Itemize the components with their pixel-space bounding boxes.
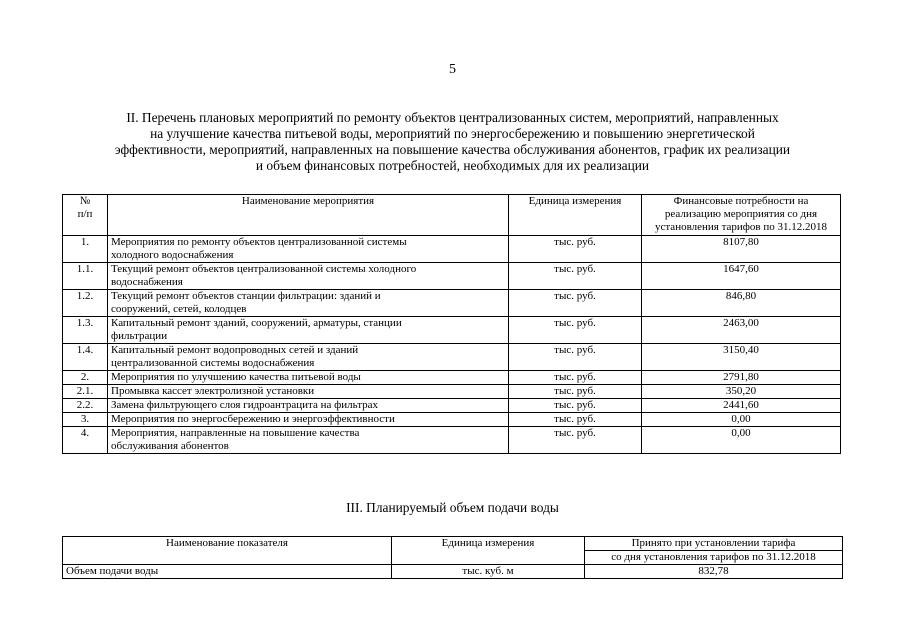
header-unit: Единица измерения [392, 537, 585, 565]
section2-title-line: и объем финансовых потребностей, необходимых для их реализации [255, 158, 650, 173]
table-row [63, 263, 841, 290]
header-finance-line: Финансовые потребности на [673, 195, 809, 207]
row-name-line: фильтрации [111, 330, 168, 342]
row-unit: тыс. руб. [509, 427, 642, 454]
row-value: 0,00 [642, 413, 841, 427]
row-name: Промывка кассет электролизной установки [108, 385, 509, 399]
row-num: 1.1. [63, 263, 108, 290]
water-supply-table [62, 536, 843, 579]
row-num: 2.1. [63, 385, 108, 399]
header-accepted: Принято при установлении тарифа [585, 537, 843, 551]
row-num: 2.2. [63, 399, 108, 413]
row-unit: тыс. руб. [509, 399, 642, 413]
section3-title: III. Планируемый объем подачи воды [346, 500, 559, 515]
header-num-line: № [79, 195, 91, 207]
header-unit: Единица измерения [509, 195, 642, 236]
row-unit: тыс. руб. [509, 290, 642, 317]
table-row [63, 385, 841, 399]
row-unit: тыс. руб. [509, 263, 642, 290]
row-value: 8107,80 [642, 236, 841, 263]
section2-title-line: II. Перечень плановых мероприятий по ремонту объектов централизованных систем, мероприятий, направленных [126, 110, 779, 125]
header-finance-line: реализацию мероприятия со дня [664, 208, 818, 220]
row-name: Мероприятия по энергосбережению и энергоэффективности [108, 413, 509, 427]
header-indicator: Наименование показателя [63, 537, 392, 565]
table-row [63, 399, 841, 413]
row-name [108, 344, 509, 371]
row-name-line: Капитальный ремонт водопроводных сетей и зданий [111, 344, 359, 356]
row-num: 1.3. [63, 317, 108, 344]
row-name-line: Текущий ремонт объектов станции фильтрации: зданий и [111, 290, 381, 302]
row-value: 2463,00 [642, 317, 841, 344]
table-header-row [63, 537, 843, 551]
row-name-line: централизованной системы водоснабжения [111, 357, 315, 369]
table-header-row [63, 195, 841, 236]
row-name: Замена фильтрующего слоя гидроантрацита на фильтрах [108, 399, 509, 413]
table-row [63, 371, 841, 385]
row-unit: тыс. руб. [509, 344, 642, 371]
row-value: 0,00 [642, 427, 841, 454]
header-period: со дня установления тарифов по 31.12.2018 [585, 551, 843, 565]
row-num: 2. [63, 371, 108, 385]
row-name-line: Капитальный ремонт зданий, сооружений, арматуры, станции [111, 317, 402, 329]
measures-table [62, 194, 841, 454]
row-name: Мероприятия по улучшению качества питьевой воды [108, 371, 509, 385]
row-name-line: сооружений, сетей, колодцев [111, 303, 247, 315]
row-num: 1.2. [63, 290, 108, 317]
row-name-line: обслуживания абонентов [111, 440, 229, 452]
table-row [63, 290, 841, 317]
row-name-line: водоснабжения [111, 276, 183, 288]
table-row [63, 427, 841, 454]
row-unit: тыс. руб. [509, 236, 642, 263]
row-name-line: Мероприятия по ремонту объектов централизованной системы [111, 236, 407, 248]
row-unit: тыс. куб. м [392, 565, 585, 579]
header-num [63, 195, 108, 236]
row-value: 832,78 [585, 565, 843, 579]
table-row [63, 344, 841, 371]
row-name-line: Текущий ремонт объектов централизованной системы холодного [111, 263, 417, 275]
row-value: 3150,40 [642, 344, 841, 371]
row-num: 1.4. [63, 344, 108, 371]
table-row [63, 413, 841, 427]
row-name [108, 263, 509, 290]
row-value: 350,20 [642, 385, 841, 399]
row-unit: тыс. руб. [509, 413, 642, 427]
row-value: 846,80 [642, 290, 841, 317]
row-name [108, 290, 509, 317]
row-unit: тыс. руб. [509, 317, 642, 344]
row-name [108, 236, 509, 263]
row-name [108, 317, 509, 344]
section2-title-line: эффективности, мероприятий, направленных на повышение качества обслуживания абонентов, график их реализации [114, 142, 791, 157]
header-name: Наименование мероприятия [108, 195, 509, 236]
page-number: 5 [449, 62, 456, 77]
row-indicator: Объем подачи воды [63, 565, 392, 579]
row-unit: тыс. руб. [509, 385, 642, 399]
row-value: 1647,60 [642, 263, 841, 290]
table-row [63, 236, 841, 263]
section2-title [60, 110, 845, 174]
row-num: 3. [63, 413, 108, 427]
table-row [63, 317, 841, 344]
row-value: 2791,80 [642, 371, 841, 385]
row-name-line: Мероприятия, направленные на повышение качества [111, 427, 360, 439]
row-value: 2441,60 [642, 399, 841, 413]
row-name-line: холодного водоснабжения [111, 249, 234, 261]
header-finance [642, 195, 841, 236]
row-num: 4. [63, 427, 108, 454]
header-num-line: п/п [77, 208, 93, 220]
row-num: 1. [63, 236, 108, 263]
section2-title-line: на улучшение качества питьевой воды, мероприятий по энергосбережению и повышению энергетической [150, 126, 755, 141]
row-name [108, 427, 509, 454]
row-unit: тыс. руб. [509, 371, 642, 385]
header-finance-line: установления тарифов по 31.12.2018 [654, 221, 827, 233]
table-row [63, 565, 843, 579]
